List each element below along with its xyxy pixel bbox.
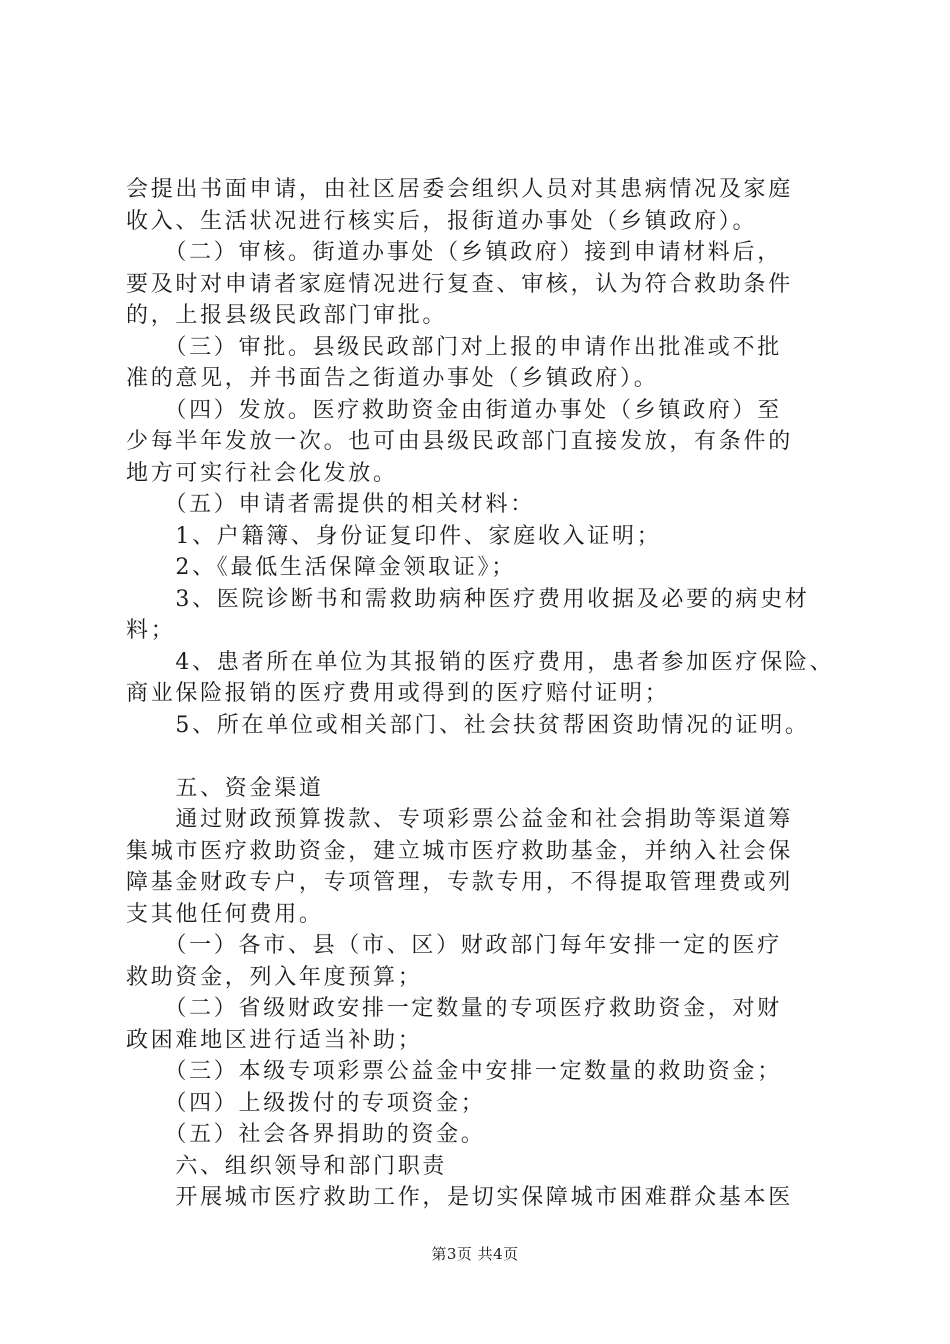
- text-line: 障基金财政专户，专项管理，专款专用，不得提取管理费或列: [126, 870, 793, 895]
- text-line: 5、所在单位或相关部门、社会扶贫帮困资助情况的证明。: [126, 712, 810, 738]
- text-line: （四）上级拨付的专项资金；: [126, 1090, 486, 1116]
- text-line: 开展城市医疗救助工作，是切实保障城市困难群众基本医: [126, 1185, 793, 1210]
- text-line: 1、户籍簿、身份证复印件、家庭收入证明；: [126, 523, 662, 549]
- text-line: 五、资金渠道: [126, 775, 324, 801]
- text-line: （五）申请者需提供的相关材料：: [126, 492, 535, 517]
- text-line: （二）省级财政安排一定数量的专项医疗救助资金，对财: [126, 996, 782, 1021]
- page-footer: 第3页 共4页: [431, 1245, 519, 1263]
- text-line: 地方可实行社会化发放。: [126, 460, 398, 486]
- text-line: （五）社会各界捐助的资金。: [126, 1122, 486, 1147]
- text-line: 通过财政预算拨款、专项彩票公益金和社会捐助等渠道筹: [126, 807, 793, 832]
- document-body: [126, 174, 846, 1214]
- text-line: 集城市医疗救助资金，建立城市医疗救助基金，并纳入社会保: [126, 838, 793, 864]
- text-line: 少每半年发放一次。也可由县级民政部门直接发放，有条件的: [126, 429, 793, 454]
- text-line: 会提出书面申请，由社区居委会组织人员对其患病情况及家庭: [126, 177, 793, 202]
- text-line: 救助资金，列入年度预算；: [126, 964, 423, 990]
- text-line: 的，上报县级民政部门审批。: [126, 303, 448, 328]
- text-line: 料；: [126, 618, 176, 643]
- text-line: 2、《最低生活保障金领取证》；: [126, 555, 516, 580]
- text-line: （三）审批。县级民政部门对上报的申请作出批准或不批: [126, 334, 782, 360]
- text-line: 要及时对申请者家庭情况进行复查、审核，认为符合救助条件: [126, 271, 793, 297]
- text-line: 准的意见，并书面告之街道办事处（乡镇政府）。: [126, 366, 659, 391]
- text-line: （二）审核。街道办事处（乡镇政府）接到申请材料后，: [126, 240, 782, 265]
- text-line: 支其他任何费用。: [126, 901, 324, 927]
- text-line: 4、患者所在单位为其报销的医疗费用，患者参加医疗保险、: [126, 649, 835, 675]
- text-line: 3、医院诊断书和需救助病种医疗费用收据及必要的病史材: [126, 586, 810, 612]
- blank-line: [126, 741, 846, 773]
- text-line: （一）各市、县（市、区）财政部门每年安排一定的医疗: [126, 933, 782, 958]
- text-line: （四）发放。医疗救助资金由街道办事处（乡镇政府）至: [126, 397, 782, 423]
- text-line: 六、组织领导和部门职责: [126, 1153, 448, 1179]
- text-line: 商业保险报销的医疗费用或得到的医疗赔付证明；: [126, 681, 670, 706]
- text-line: 收入、生活状况进行核实后，报街道办事处（乡镇政府）。: [126, 208, 758, 234]
- text-line: 政困难地区进行适当补助；: [126, 1027, 423, 1053]
- text-line: （三）本级专项彩票公益金中安排一定数量的救助资金；: [126, 1059, 782, 1084]
